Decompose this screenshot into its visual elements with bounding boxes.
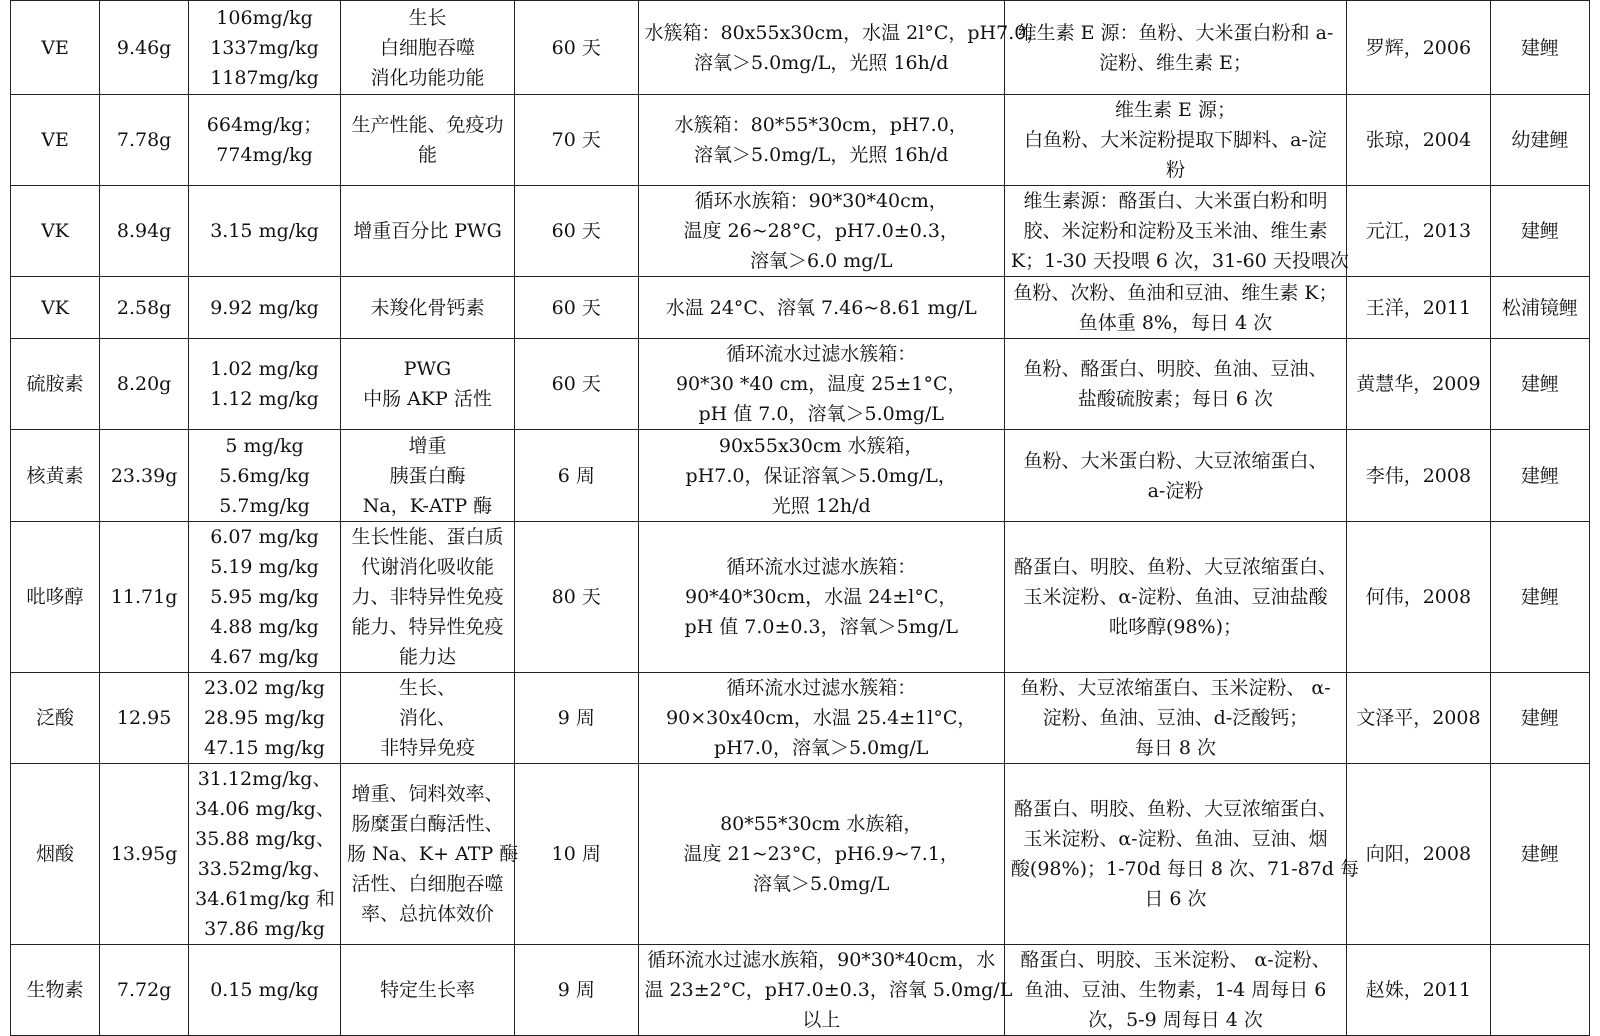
cell-line: 鱼体重 8%，每日 4 次 — [1078, 311, 1273, 334]
cell-text: 8.20g — [116, 373, 172, 395]
cell-line: 34.06 mg/kg、 — [195, 798, 335, 820]
cell-line: 9.92 mg/kg — [210, 296, 319, 319]
cell-duration — [515, 186, 638, 277]
cell-conditions — [638, 186, 1004, 277]
cell-line: 90×30x40cm，水温 25.4±1l°C， — [666, 707, 977, 729]
cell-line: 温 23±2°C，pH7.0±0.3，溶氧 5.0mg/L — [644, 979, 1013, 1001]
cell-line: 白细胞吞噬 — [379, 36, 475, 59]
cell-levels — [189, 764, 341, 945]
cell-text: 吡哆醇 — [26, 586, 84, 608]
cell-line: 4.88 mg/kg — [210, 616, 319, 638]
cell-feed — [1004, 95, 1346, 186]
cell-line: 溶氧＞5.0mg/L，光照 16h/d — [694, 144, 949, 166]
cell-line: 维生素 E 源； — [1115, 99, 1236, 121]
cell-fish — [1490, 945, 1589, 1036]
cell-line: 循环水族箱：90*30*40cm， — [694, 190, 948, 212]
cell-text: 建鲤 — [1520, 843, 1559, 865]
cell-text: 文泽平，2008 — [1356, 707, 1481, 729]
table-body — [11, 1, 1590, 1036]
cell-name — [11, 186, 100, 277]
cell-line: 23.02 mg/kg — [204, 677, 325, 699]
cell-line: 粉 — [1165, 159, 1185, 181]
cell-line: 非特异免疫 — [379, 737, 475, 759]
cell-line: 生长、 — [398, 677, 456, 699]
cell-duration — [515, 95, 638, 186]
cell-feed — [1004, 673, 1346, 764]
cell-text: 张琼，2004 — [1365, 129, 1472, 151]
cell-line: 酸(98%)；1-70d 每日 8 次、71-87d 每 — [1010, 858, 1360, 880]
cell-line: 白鱼粉、大米淀粉提取下脚料、a-淀 — [1024, 129, 1327, 151]
cell-line: 特定生长率 — [379, 979, 475, 1001]
cell-fish — [1490, 339, 1589, 430]
cell-line: 鱼粉、次粉、鱼油和豆油、维生素 K； — [1013, 281, 1338, 304]
cell-levels — [189, 339, 341, 430]
cell-ref — [1347, 339, 1491, 430]
cell-text: 13.95g — [110, 843, 178, 865]
cell-line: 活性、白细胞吞噬 — [351, 873, 504, 895]
cell-indicators — [340, 95, 514, 186]
cell-line: 水簇箱：80*55*30cm，pH7.0， — [674, 114, 968, 136]
cell-ref — [1347, 186, 1491, 277]
cell-weight — [100, 95, 189, 186]
cell-text: 何伟，2008 — [1365, 586, 1472, 608]
cell-weight — [100, 277, 189, 339]
cell-name — [11, 764, 100, 945]
cell-duration — [515, 430, 638, 522]
cell-ref — [1347, 430, 1491, 522]
table-row — [11, 186, 1590, 277]
cell-text: VK — [41, 220, 69, 242]
cell-text: 烟酸 — [36, 843, 75, 865]
cell-line: 6.07 mg/kg — [210, 526, 319, 548]
cell-feed — [1004, 764, 1360, 945]
cell-line: pH 值 7.0，溶氧＞5.0mg/L — [698, 403, 944, 425]
cell-line: 胶、米淀粉和淀粉及玉米油、维生素 — [1023, 220, 1328, 242]
cell-indicators — [340, 764, 519, 945]
cell-line: 淀粉、鱼油、豆油、d-泛酸钙； — [1042, 707, 1309, 729]
cell-line: pH7.0，保证溶氧＞5.0mg/L， — [685, 464, 957, 487]
cell-text: 70 天 — [551, 129, 601, 151]
cell-conditions — [638, 277, 1004, 339]
cell-line: 5.6mg/kg — [219, 464, 310, 487]
cell-name — [11, 1, 100, 95]
cell-line: 5 mg/kg — [225, 434, 304, 457]
cell-weight — [100, 1, 189, 95]
cell-feed — [1004, 522, 1346, 673]
cell-line: 每日 8 次 — [1134, 737, 1217, 759]
cell-text: 6 周 — [557, 464, 595, 487]
cell-line: 90*30 *40 cm，温度 25±1°C， — [675, 373, 967, 395]
table-row — [11, 673, 1590, 764]
cell-feed — [1004, 339, 1346, 430]
cell-line: 维生素 E 源：鱼粉、大米蛋白粉和 a- — [1017, 21, 1334, 44]
cell-line: 鱼粉、酪蛋白、明胶、鱼油、豆油、 — [1023, 358, 1328, 380]
cell-text: 建鲤 — [1520, 707, 1559, 729]
table-row — [11, 945, 1590, 1036]
cell-levels — [189, 95, 341, 186]
cell-indicators — [340, 522, 514, 673]
cell-line: 4.67 mg/kg — [210, 646, 319, 668]
cell-text: 元江，2013 — [1365, 220, 1472, 242]
cell-line: 增重 — [408, 434, 447, 457]
cell-line: 5.95 mg/kg — [210, 586, 319, 608]
cell-ref — [1347, 764, 1491, 945]
cell-weight — [100, 945, 189, 1036]
cell-line: 增重百分比 PWG — [353, 220, 502, 242]
cell-line: 率、总抗体效价 — [360, 903, 494, 925]
cell-text: 罗辉，2006 — [1365, 36, 1472, 59]
cell-line: 28.95 mg/kg — [204, 707, 325, 729]
cell-line: 中肠 AKP 活性 — [363, 388, 492, 410]
cell-text: 建鲤 — [1520, 373, 1559, 395]
cell-weight — [100, 186, 189, 277]
cell-weight — [100, 673, 189, 764]
cell-text: 60 天 — [551, 373, 601, 395]
cell-line: K；1-30 天投喂 6 次，31-60 天投喂次 — [1010, 250, 1349, 272]
cell-line: 90x55x30cm 水簇箱， — [718, 434, 924, 457]
cell-line: 774mg/kg — [216, 144, 313, 166]
table-row — [11, 339, 1590, 430]
cell-line: 以上 — [802, 1009, 841, 1031]
cell-line: 胰蛋白酶 — [389, 464, 466, 487]
cell-name — [11, 430, 100, 522]
cell-duration — [515, 277, 638, 339]
cell-line: 33.52mg/kg、 — [197, 858, 332, 880]
cell-text: VE — [41, 36, 69, 59]
cell-line: pH7.0，溶氧＞5.0mg/L — [714, 737, 929, 759]
cell-line: 循环流水过滤水簇箱： — [726, 343, 917, 365]
cell-indicators — [340, 339, 514, 430]
cell-line: 光照 12h/d — [771, 494, 871, 517]
cell-line: 温度 21~23°C，pH6.9~7.1， — [683, 843, 959, 865]
cell-text: 建鲤 — [1520, 464, 1559, 487]
cell-text: 建鲤 — [1520, 220, 1559, 242]
cell-text: 10 周 — [551, 843, 601, 865]
cell-line: 90*40*30cm，水温 24±l°C， — [684, 586, 958, 608]
cell-line: 生产性能、免疫功 — [351, 114, 504, 136]
cell-text: 9.46g — [116, 36, 172, 59]
cell-line: 1337mg/kg — [210, 36, 319, 59]
cell-ref — [1347, 1, 1491, 95]
cell-name — [11, 95, 100, 186]
cell-line: 代谢消化吸收能 — [360, 556, 494, 578]
cell-text: 李伟，2008 — [1365, 464, 1472, 487]
cell-text: 80 天 — [551, 586, 601, 608]
cell-fish — [1490, 95, 1589, 186]
cell-line: 生长 — [408, 6, 447, 29]
cell-line: 力、非特异性免疫 — [351, 586, 504, 608]
cell-text: 7.78g — [116, 129, 172, 151]
cell-levels — [189, 186, 341, 277]
cell-text: 王洋，2011 — [1365, 296, 1472, 319]
cell-text: 2.58g — [116, 296, 172, 319]
cell-duration — [515, 522, 638, 673]
cell-text: 核黄素 — [26, 464, 84, 487]
cell-line: 5.7mg/kg — [219, 494, 310, 517]
cell-line: 37.86 mg/kg — [204, 918, 325, 940]
cell-feed — [1004, 1, 1346, 95]
cell-fish — [1490, 522, 1589, 673]
cell-line: 1.12 mg/kg — [210, 388, 319, 410]
cell-feed — [1004, 945, 1346, 1036]
cell-line: 循环流水过滤水族箱，90*30*40cm，水 — [647, 949, 996, 971]
table-row — [11, 522, 1590, 673]
cell-ref — [1347, 945, 1491, 1036]
cell-conditions — [638, 673, 1004, 764]
cell-conditions — [638, 95, 1004, 186]
cell-line: 消化功能功能 — [370, 66, 485, 89]
cell-text: 生物素 — [26, 979, 84, 1001]
cell-weight — [100, 522, 189, 673]
cell-fish — [1490, 186, 1589, 277]
cell-indicators — [340, 277, 514, 339]
cell-line: 47.15 mg/kg — [204, 737, 325, 759]
table-row — [11, 430, 1590, 522]
cell-fish — [1490, 764, 1589, 945]
cell-ref — [1347, 522, 1491, 673]
cell-text: 11.71g — [110, 586, 178, 608]
cell-fish — [1490, 673, 1589, 764]
cell-levels — [189, 1, 341, 95]
cell-duration — [515, 1, 638, 95]
cell-line: pH 值 7.0±0.3，溶氧＞5mg/L — [684, 616, 958, 638]
cell-line: 能力、特异性免疫 — [351, 616, 504, 638]
cell-feed — [1004, 430, 1346, 522]
cell-fish — [1490, 430, 1589, 522]
cell-line: 未羧化骨钙素 — [370, 296, 485, 319]
cell-duration — [515, 339, 638, 430]
cell-line: a-淀粉 — [1147, 479, 1204, 502]
cell-line: 肠糜蛋白酶活性、 — [351, 813, 504, 835]
cell-line: 能 — [417, 144, 437, 166]
cell-text: 60 天 — [551, 36, 601, 59]
cell-text: 硫胺素 — [26, 373, 84, 395]
cell-conditions — [638, 339, 1004, 430]
cell-indicators — [340, 186, 514, 277]
cell-line: 水簇箱：80x55x30cm，水温 2l°C，pH7.0， — [644, 21, 1046, 44]
cell-name — [11, 673, 100, 764]
cell-text: 7.72g — [116, 979, 172, 1001]
cell-ref — [1347, 95, 1491, 186]
cell-line: 80*55*30cm 水族箱， — [720, 813, 923, 835]
cell-feed — [1004, 277, 1346, 339]
cell-indicators — [340, 430, 514, 522]
cell-duration — [515, 764, 638, 945]
cell-text: 建鲤 — [1520, 586, 1559, 608]
cell-line: 31.12mg/kg、 — [197, 768, 332, 790]
cell-text: 12.95 — [116, 707, 172, 729]
cell-line: 次，5-9 周每日 4 次 — [1088, 1009, 1263, 1031]
cell-conditions — [638, 945, 1013, 1036]
cell-fish — [1490, 1, 1589, 95]
cell-text: 建鲤 — [1520, 36, 1559, 59]
cell-line: 1187mg/kg — [210, 66, 319, 89]
cell-conditions — [638, 522, 1004, 673]
cell-line: PWG — [403, 358, 452, 380]
table-row — [11, 764, 1590, 945]
cell-feed — [1004, 186, 1349, 277]
cell-levels — [189, 673, 341, 764]
cell-indicators — [340, 945, 514, 1036]
cell-name — [11, 945, 100, 1036]
cell-line: 循环流水过滤水族箱： — [726, 556, 917, 578]
cell-line: 酪蛋白、明胶、鱼粉、大豆浓缩蛋白、 — [1013, 798, 1337, 820]
cell-text: VK — [41, 296, 69, 319]
cell-levels — [189, 945, 341, 1036]
cell-line: 肠 Na、K+ ATP 酶 — [346, 843, 519, 865]
cell-fish — [1490, 277, 1589, 339]
data-table — [10, 0, 1590, 1036]
cell-name — [11, 339, 100, 430]
cell-name — [11, 522, 100, 673]
cell-line: 玉米淀粉、α-淀粉、鱼油、豆油盐酸 — [1023, 586, 1328, 608]
cell-conditions — [638, 1, 1046, 95]
cell-text: 松浦镜鲤 — [1501, 296, 1578, 319]
cell-text: 泛酸 — [36, 707, 75, 729]
cell-line: Na，K-ATP 酶 — [362, 494, 493, 517]
cell-levels — [189, 430, 341, 522]
cell-line: 维生素源：酪蛋白、大米蛋白粉和明 — [1023, 190, 1328, 212]
cell-text: 幼建鲤 — [1511, 129, 1569, 151]
cell-line: 温度 26~28°C，pH7.0±0.3， — [683, 220, 959, 242]
cell-ref — [1347, 277, 1491, 339]
cell-text: 60 天 — [551, 296, 601, 319]
cell-line: 3.15 mg/kg — [210, 220, 319, 242]
cell-duration — [515, 945, 638, 1036]
cell-text: 8.94g — [116, 220, 172, 242]
cell-line: 玉米淀粉、α-淀粉、鱼油、豆油、烟 — [1023, 828, 1328, 850]
cell-line: 水温 24°C、溶氧 7.46~8.61 mg/L — [665, 296, 977, 319]
cell-text: 23.39g — [110, 464, 178, 487]
cell-text: 60 天 — [551, 220, 601, 242]
cell-line: 淀粉、维生素 E； — [1099, 51, 1252, 74]
cell-conditions — [638, 430, 1004, 522]
cell-indicators — [340, 1, 514, 95]
cell-weight — [100, 339, 189, 430]
cell-indicators — [340, 673, 514, 764]
cell-weight — [100, 430, 189, 522]
cell-line: 鱼油、豆油、生物素，1-4 周每日 6 — [1024, 979, 1327, 1001]
cell-text: 赵姝，2011 — [1365, 979, 1472, 1001]
cell-ref — [1347, 673, 1491, 764]
table-row — [11, 1, 1590, 95]
cell-line: 1.02 mg/kg — [210, 358, 319, 380]
table-row — [11, 277, 1590, 339]
cell-line: 盐酸硫胺素；每日 6 次 — [1077, 388, 1274, 410]
cell-line: 溶氧＞5.0mg/L — [753, 873, 890, 895]
cell-line: 0.15 mg/kg — [210, 979, 319, 1001]
cell-line: 35.88 mg/kg、 — [195, 828, 335, 850]
cell-line: 106mg/kg — [216, 6, 313, 29]
cell-line: 5.19 mg/kg — [210, 556, 319, 578]
cell-line: 吡哆醇(98%)； — [1108, 616, 1242, 638]
cell-line: 鱼粉、大豆浓缩蛋白、玉米淀粉、 α- — [1020, 677, 1331, 699]
cell-conditions — [638, 764, 1004, 945]
cell-text: 向阳，2008 — [1365, 843, 1472, 865]
cell-line: 溶氧＞6.0 mg/L — [749, 250, 893, 272]
cell-text: 9 周 — [557, 979, 595, 1001]
cell-line: 增重、饲料效率、 — [351, 783, 504, 805]
cell-name — [11, 277, 100, 339]
cell-line: 酪蛋白、明胶、鱼粉、大豆浓缩蛋白、 — [1013, 556, 1337, 578]
cell-line: 能力达 — [398, 646, 456, 668]
cell-line: 鱼粉、大米蛋白粉、大豆浓缩蛋白、 — [1023, 449, 1328, 472]
cell-weight — [100, 764, 189, 945]
cell-text: 9 周 — [557, 707, 595, 729]
cell-line: 34.61mg/kg 和 — [195, 888, 335, 910]
cell-levels — [189, 522, 341, 673]
cell-line: 消化、 — [398, 707, 456, 729]
cell-line: 日 6 次 — [1144, 888, 1207, 910]
cell-levels — [189, 277, 341, 339]
cell-line: 生长性能、蛋白质 — [351, 526, 504, 548]
cell-line: 溶氧＞5.0mg/L，光照 16h/d — [694, 51, 949, 74]
cell-line: 664mg/kg； — [206, 114, 323, 136]
cell-text: VE — [41, 129, 69, 151]
cell-line: 循环流水过滤水簇箱： — [726, 677, 917, 699]
cell-text: 黄慧华，2009 — [1356, 373, 1481, 395]
cell-line: 酪蛋白、明胶、玉米淀粉、 α-淀粉、 — [1020, 949, 1331, 971]
table-row — [11, 95, 1590, 186]
cell-duration — [515, 673, 638, 764]
